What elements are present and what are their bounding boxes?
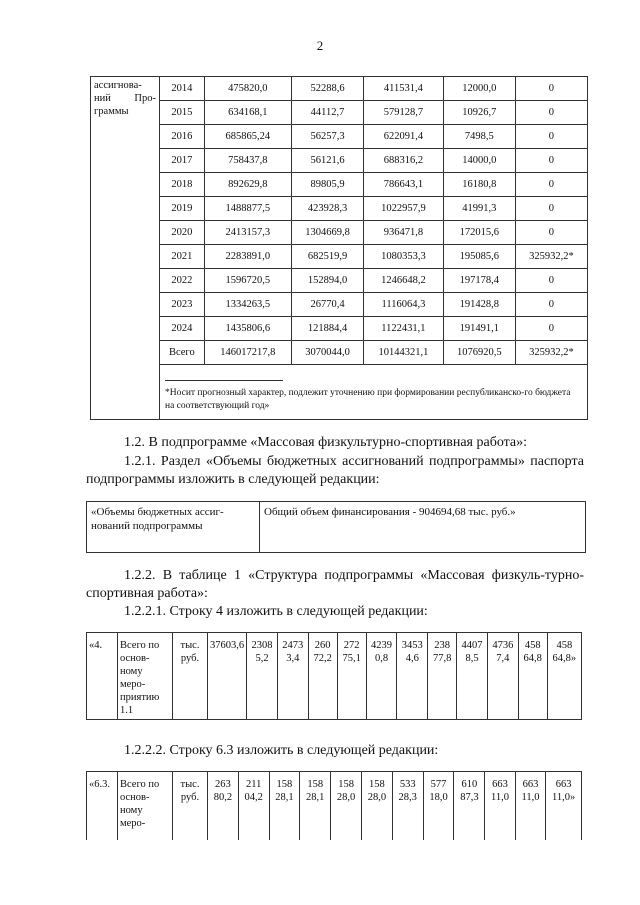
- table-cell: 238 77,8: [428, 633, 457, 720]
- table-cell: 0: [515, 221, 587, 245]
- table-cell: 0: [515, 197, 587, 221]
- table-cell: 1246648,2: [364, 269, 444, 293]
- table-cell: 89805,9: [291, 173, 363, 197]
- table-cell: 44112,7: [291, 101, 363, 125]
- table-cell: 2019: [160, 197, 205, 221]
- table-row: [91, 149, 588, 173]
- paragraph-1-2-1: 1.2.1. Раздел «Объемы бюджетных ассигнований подпрограммы» паспорта подпрограммы изложить в следующей редакции:: [86, 454, 584, 487]
- table-cell: Всего по основ-ному меро-приятию 1.1: [118, 633, 173, 720]
- table-cell: 663 11,0: [485, 772, 515, 841]
- table-cell: 16180,8: [443, 173, 515, 197]
- table-cell: 3453 4,6: [397, 633, 428, 720]
- table-cell: 158 28,0: [361, 772, 392, 841]
- table-cell: 0: [515, 77, 587, 101]
- table-cell: 1022957,9: [364, 197, 444, 221]
- table-cell: 325932,2*: [515, 341, 587, 365]
- table-cell: 0: [515, 149, 587, 173]
- table-cell: 458 64,8: [518, 633, 547, 720]
- table-cell: 1080353,3: [364, 245, 444, 269]
- table-cell: 423928,3: [291, 197, 363, 221]
- table-cell: 458 64,8»: [547, 633, 581, 720]
- volume-value-cell: Общий объем финансирования - 904694,68 тыс. руб.»: [260, 502, 586, 553]
- table-cell: 0: [515, 173, 587, 197]
- table-cell: 197178,4: [443, 269, 515, 293]
- funding-table: [90, 76, 588, 420]
- table-cell: 577 18,0: [423, 772, 454, 841]
- table-cell: 411531,4: [364, 77, 444, 101]
- table-cell: 263 80,2: [208, 772, 239, 841]
- table-cell: «4.: [87, 633, 118, 720]
- table-cell: 158 28,1: [269, 772, 300, 841]
- table-cell: 195085,6: [443, 245, 515, 269]
- table-cell: 634168,1: [204, 101, 291, 125]
- table-cell: 1116064,3: [364, 293, 444, 317]
- table-row: [91, 77, 588, 101]
- row-4-table: [86, 632, 582, 720]
- table-cell: 172015,6: [443, 221, 515, 245]
- table-cell: 2014: [160, 77, 205, 101]
- table-cell: 1076920,5: [443, 341, 515, 365]
- table-row: [91, 245, 588, 269]
- table-row: [91, 125, 588, 149]
- volume-label-cell: «Объемы бюджетных ассиг-нований подпрограммы: [87, 502, 260, 553]
- table-row: [91, 341, 588, 365]
- table-cell: 533 28,3: [392, 772, 423, 841]
- table-cell: 4407 8,5: [457, 633, 488, 720]
- table-cell: 12000,0: [443, 77, 515, 101]
- table-cell: 2015: [160, 101, 205, 125]
- table-cell: 475820,0: [204, 77, 291, 101]
- table-cell: 1304669,8: [291, 221, 363, 245]
- table-cell: 2473 3,4: [277, 633, 308, 720]
- table-row: [91, 173, 588, 197]
- table-cell: 158 28,1: [300, 772, 331, 841]
- table-cell: 1122431,1: [364, 317, 444, 341]
- table-cell: Всего по основ-ному меро-: [118, 772, 173, 841]
- table-cell: 10926,7: [443, 101, 515, 125]
- paragraph-1-2-2: 1.2.2. В таблице 1 «Структура подпрограммы «Массовая физкуль-турно-спортивная работа»:: [86, 568, 584, 601]
- table-cell: 211 04,2: [238, 772, 269, 841]
- table-cell: 7498,5: [443, 125, 515, 149]
- page-number: 2: [316, 38, 324, 53]
- table-cell: 2020: [160, 221, 205, 245]
- table-cell: 622091,4: [364, 125, 444, 149]
- table-cell: 56257,3: [291, 125, 363, 149]
- table-cell: 4239 0,8: [366, 633, 397, 720]
- table-row: [91, 197, 588, 221]
- table-cell: 14000,0: [443, 149, 515, 173]
- table-cell: 2024: [160, 317, 205, 341]
- table-cell: 2017: [160, 149, 205, 173]
- table-cell: 3070044,0: [291, 341, 363, 365]
- table-cell: 1488877,5: [204, 197, 291, 221]
- table-cell: 2283891,0: [204, 245, 291, 269]
- table-cell: 260 72,2: [308, 633, 337, 720]
- table-cell: тыс. руб.: [173, 772, 208, 841]
- table-cell: 37603,6: [208, 633, 247, 720]
- table-cell: 2016: [160, 125, 205, 149]
- table-cell: 688316,2: [364, 149, 444, 173]
- table-cell: 0: [515, 125, 587, 149]
- table-cell: 325932,2*: [515, 245, 587, 269]
- table-cell: 121884,4: [291, 317, 363, 341]
- table-cell: 152894,0: [291, 269, 363, 293]
- table-cell: 1596720,5: [204, 269, 291, 293]
- table-cell: 2021: [160, 245, 205, 269]
- table-row: [91, 101, 588, 125]
- table-cell: 579128,7: [364, 101, 444, 125]
- table-cell: 56121,6: [291, 149, 363, 173]
- table-cell: 2308 5,2: [247, 633, 278, 720]
- row-label-cell: ассигнова-ний Про-граммы: [91, 77, 160, 420]
- table-cell: 892629,8: [204, 173, 291, 197]
- paragraph-1-2-2-1: 1.2.2.1. Строку 4 изложить в следующей редакции:: [124, 604, 428, 619]
- table-row: [91, 293, 588, 317]
- paragraph-1-2: 1.2. В подпрограмме «Массовая физкультурно-спортивная работа»:: [124, 435, 528, 450]
- table-cell: тыс. руб.: [173, 633, 208, 720]
- table-cell: 26770,4: [291, 293, 363, 317]
- table-cell: 146017217,8: [204, 341, 291, 365]
- table-cell: Всего: [160, 341, 205, 365]
- footnote-cell: [160, 365, 588, 420]
- table-cell: 0: [515, 317, 587, 341]
- footnote-rule: [165, 380, 283, 381]
- table-cell: 1435806,6: [204, 317, 291, 341]
- table-cell: 663 11,0»: [546, 772, 582, 841]
- table-cell: 191428,8: [443, 293, 515, 317]
- table-cell: 0: [515, 101, 587, 125]
- table-cell: 52288,6: [291, 77, 363, 101]
- table-cell: 0: [515, 293, 587, 317]
- table-cell: 2022: [160, 269, 205, 293]
- table-cell: 2018: [160, 173, 205, 197]
- table-cell: 158 28,0: [331, 772, 362, 841]
- table-cell: 0: [515, 269, 587, 293]
- table-cell: 191491,1: [443, 317, 515, 341]
- table-cell: «6.3.: [87, 772, 118, 841]
- row-6-3-table: [86, 771, 582, 840]
- table-cell: 2413157,3: [204, 221, 291, 245]
- table-cell: 663 11,0: [515, 772, 545, 841]
- paragraph-1-2-2-2: 1.2.2.2. Строку 6.3 изложить в следующей редакции:: [124, 743, 439, 758]
- table-cell: 10144321,1: [364, 341, 444, 365]
- table-cell: 4736 7,4: [487, 633, 518, 720]
- table-cell: 610 87,3: [454, 772, 485, 841]
- table-row: [91, 221, 588, 245]
- table-cell: 685865,24: [204, 125, 291, 149]
- table-row: [91, 317, 588, 341]
- table-cell: 936471,8: [364, 221, 444, 245]
- table-row: [91, 269, 588, 293]
- table-cell: 41991,3: [443, 197, 515, 221]
- table-cell: 786643,1: [364, 173, 444, 197]
- table-cell: 682519,9: [291, 245, 363, 269]
- volume-table: [86, 501, 586, 553]
- footnote-text: *Носит прогнозный характер, подлежит уточнению при формировании республиканско-го бюджета на соответствующий год»: [165, 388, 571, 411]
- table-cell: 2023: [160, 293, 205, 317]
- table-cell: 758437,8: [204, 149, 291, 173]
- table-cell: 1334263,5: [204, 293, 291, 317]
- table-cell: 272 75,1: [337, 633, 366, 720]
